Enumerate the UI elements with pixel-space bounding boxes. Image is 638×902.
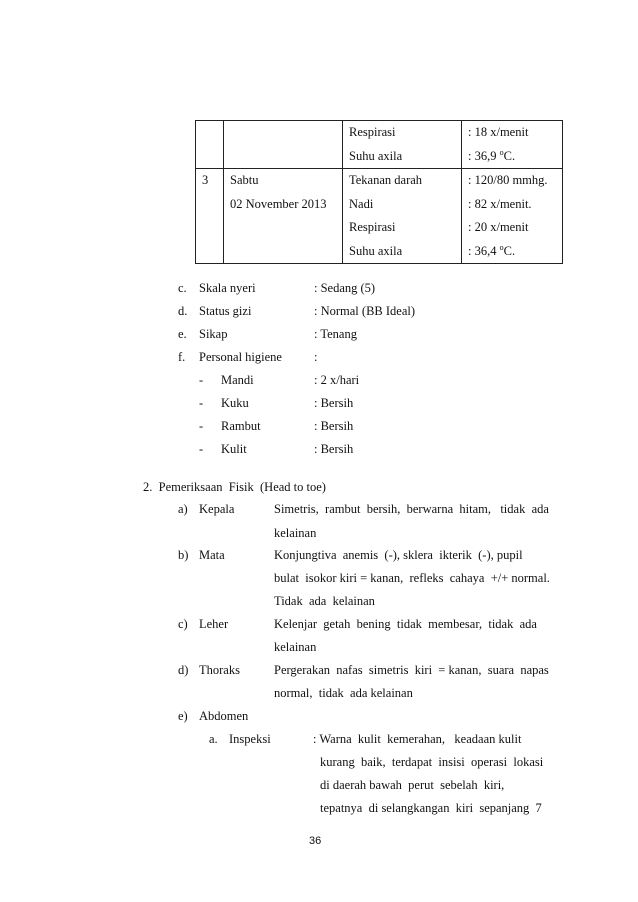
- vital-label: Nadi: [349, 196, 374, 211]
- vital-value: : 36,9 $^o$C.: [468, 147, 516, 163]
- exam-finding: normal, tidak ada kelainan: [274, 686, 413, 700]
- exam-finding: Kelenjar getah bening tidak membesar, tidak ada: [274, 617, 537, 631]
- hygiene-label: Rambut: [221, 419, 261, 433]
- hygiene-marker: -: [199, 442, 204, 456]
- cell-date: [224, 169, 343, 264]
- cell-date: [224, 121, 343, 169]
- exam-finding: kelainan: [274, 640, 317, 654]
- section-heading: 2. Pemeriksaan Fisik (Head to toe): [143, 480, 326, 494]
- exam-marker: d): [178, 663, 189, 677]
- list-marker: f.: [178, 350, 186, 364]
- vitals-table: [195, 120, 563, 264]
- cell-no: [196, 121, 224, 169]
- exam-finding: bulat isokor kiri = kanan, refleks cahaya +/+ normal.: [274, 571, 550, 585]
- vital-value: : 36,4 $^o$C.: [468, 242, 516, 258]
- vital-label: Respirasi: [349, 220, 396, 234]
- vital-value: : 120/80 mmhg.: [468, 173, 548, 187]
- sub-finding: : Warna kulit kemerahan, keadaan kulit: [313, 732, 522, 746]
- cell-no: [196, 169, 224, 264]
- exam-label: Kepala: [199, 502, 235, 516]
- list-value: : Tenang: [314, 327, 357, 341]
- vitals-row-3: [196, 169, 563, 264]
- row-date: 02 November 2013: [230, 196, 327, 211]
- cell-values: [462, 169, 563, 264]
- hygiene-value: : 2 x/hari: [314, 373, 360, 387]
- list-value: : Sedang (5): [314, 281, 376, 295]
- cell-labels: [343, 169, 462, 264]
- sub-marker: a.: [209, 732, 218, 746]
- sub-finding: di daerah bawah perut sebelah kiri,: [320, 778, 505, 792]
- page-number: 36: [309, 835, 322, 847]
- exam-marker: a): [178, 502, 188, 516]
- hygiene-marker: -: [199, 373, 204, 387]
- exam-label: Thoraks: [199, 663, 240, 677]
- hygiene-value: : Bersih: [314, 396, 354, 410]
- vital-label: Suhu axila: [349, 148, 403, 163]
- hygiene-label: Mandi: [221, 373, 254, 387]
- exam-finding: kelainan: [274, 526, 317, 540]
- hygiene-marker: -: [199, 419, 204, 433]
- list-label: Skala nyeri: [199, 281, 256, 295]
- list-marker: e.: [178, 327, 187, 341]
- exam-marker: e): [178, 709, 188, 723]
- vitals-row-continued: [196, 121, 563, 169]
- row-day: Sabtu: [230, 173, 259, 187]
- row-number: 3: [202, 173, 209, 187]
- exam-finding: Tidak ada kelainan: [274, 594, 375, 608]
- cell-values: [462, 121, 563, 169]
- cell-labels: [343, 121, 462, 169]
- list-marker: c.: [178, 281, 187, 295]
- sub-label: Inspeksi: [229, 732, 271, 746]
- exam-marker: b): [178, 548, 189, 562]
- list-label: Sikap: [199, 327, 228, 341]
- hygiene-value: : Bersih: [314, 442, 354, 456]
- hygiene-marker: -: [199, 396, 204, 410]
- list-value: :: [314, 350, 318, 364]
- hygiene-label: Kulit: [221, 442, 247, 456]
- exam-finding: Simetris, rambut bersih, berwarna hitam, tidak ada: [274, 502, 549, 516]
- exam-marker: c): [178, 617, 188, 631]
- exam-finding: Pergerakan nafas simetris kiri = kanan, suara napas: [274, 663, 549, 677]
- list-label: Personal higiene: [199, 350, 282, 364]
- hygiene-value: : Bersih: [314, 419, 354, 433]
- vital-value: : 20 x/menit: [468, 220, 529, 234]
- vital-value: : 82 x/menit.: [468, 196, 532, 211]
- exam-label: Abdomen: [199, 709, 249, 723]
- sub-finding: tepatnya di selangkangan kiri sepanjang 7: [320, 801, 542, 815]
- exam-label: Leher: [199, 617, 229, 631]
- vital-label: Respirasi: [349, 125, 396, 139]
- list-value: : Normal (BB Ideal): [314, 304, 416, 318]
- sub-finding: kurang baik, terdapat insisi operasi lokasi: [320, 755, 544, 769]
- hygiene-label: Kuku: [221, 396, 249, 410]
- vital-label: Suhu axila: [349, 243, 403, 258]
- exam-finding: Konjungtiva anemis (-), sklera ikterik (-), pupil: [274, 548, 523, 562]
- list-marker: d.: [178, 304, 188, 318]
- list-label: Status gizi: [199, 304, 252, 318]
- vital-label: Tekanan darah: [349, 173, 423, 187]
- vital-value: : 18 x/menit: [468, 125, 529, 139]
- exam-label: Mata: [199, 548, 225, 562]
